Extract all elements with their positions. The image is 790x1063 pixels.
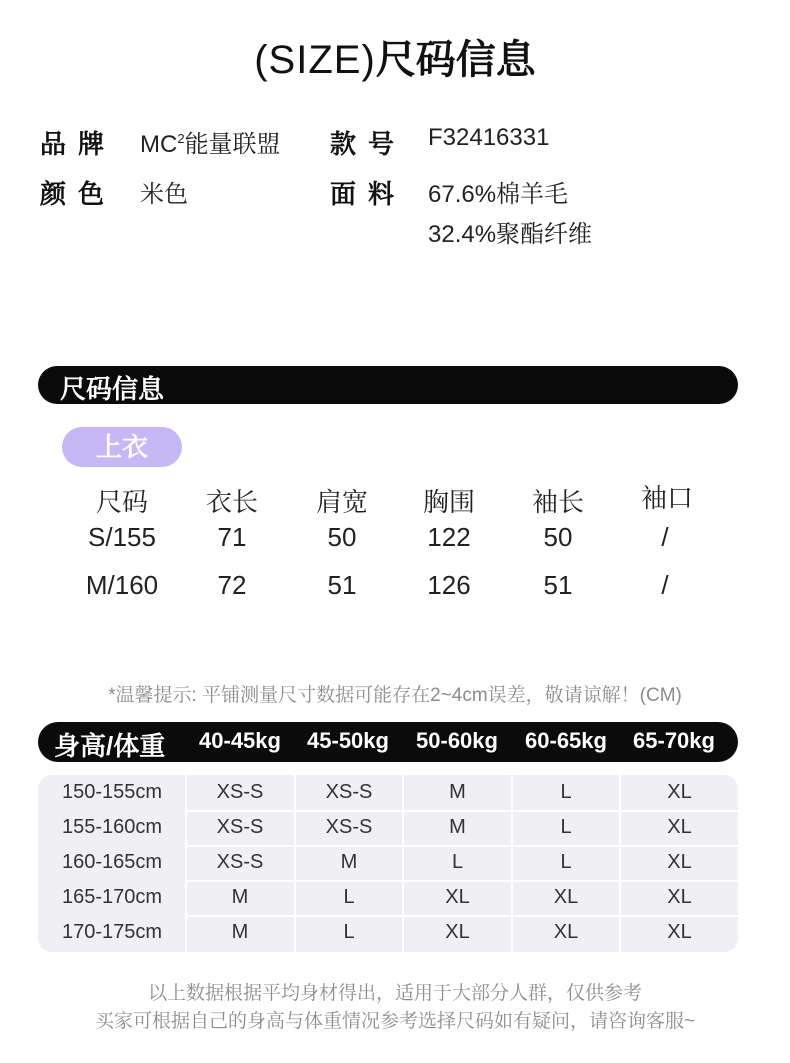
size-cell: M [340,851,358,873]
table-cell: 51 [543,570,573,600]
size-cell: XS-S [216,851,264,873]
table-row [38,880,738,915]
weight-header: 65-70kg [633,728,715,753]
page-title-en: (SIZE) [254,38,376,82]
table-row [38,915,738,950]
table-cell: M/160 [85,570,159,600]
size-cell: XL [667,851,692,873]
brand-value-suffix: 能量联盟 [184,131,281,158]
size-cell: M [231,886,249,908]
table-header: 尺码 [95,487,148,517]
table-header: 袖长 [531,487,584,517]
fabric-line2: 32.4%聚酯纤维 [428,221,593,248]
size-cell: XL [553,886,579,908]
weight-header: 50-60kg [416,728,498,753]
size-cell: XS-S [325,816,373,838]
weight-header: 45-50kg [307,728,389,753]
height-cell: 165-170cm [61,886,163,908]
page-title [0,28,790,85]
size-cell: L [560,816,572,838]
table-cell: 51 [327,570,357,600]
recommend-rows [38,775,738,952]
size-cell: L [451,851,464,873]
table-cell: / [661,570,669,600]
size-cell: XS-S [216,816,264,838]
weight-header: 40-45kg [199,728,281,753]
table-cell: 72 [217,570,247,600]
size-section-title: 尺码信息 [60,374,165,404]
size-cell: L [343,921,355,943]
size-cell: M [449,816,466,838]
table-row [38,810,738,845]
height-cell: 170-175cm [61,921,163,943]
recommend-header-label: 身高/体重 [54,731,166,761]
recommend-header-bar [38,722,738,762]
table-cell: 50 [543,522,573,552]
size-cell: XL [445,921,470,943]
brand-value [140,124,281,159]
fabric-line1: 67.6%棉羊毛 [428,181,569,208]
table-cell: 122 [427,522,471,552]
brand-value-sup: 2 [177,131,185,146]
table-header: 胸围 [422,487,475,517]
size-cell: XL [667,816,692,838]
size-section-bar [38,366,738,404]
fabric-label: 面料 [330,179,407,209]
table-cell: / [661,522,669,552]
color-value: 米色 [140,181,188,208]
style-value: F32416331 [428,124,550,151]
size-cell: L [343,886,355,908]
size-cell: L [560,781,572,803]
size-cell: XL [667,781,692,803]
table-cell: S/155 [88,522,156,552]
style-label: 款号 [330,129,407,159]
table-cell: 71 [217,522,247,552]
table-header: 肩宽 [315,487,368,517]
table-row [38,775,738,810]
size-cell: XL [667,886,692,908]
footer-line-2: 买家可根据自己的身高与体重情况参考选择尺码如有疑问，请咨询客服~ [94,1011,696,1032]
height-cell: 155-160cm [61,816,163,838]
size-cell: XL [553,921,579,943]
size-cell: XL [445,886,470,908]
color-label: 颜色 [40,179,117,209]
size-cell: M [449,781,466,803]
weight-header: 60-65kg [525,728,607,753]
table-cell: 50 [327,522,357,552]
size-cell: L [560,851,572,873]
measurement-tip: *温馨提示: 平铺测量尺寸数据可能存在2~4cm误差，敬请谅解！(CM) [108,685,682,706]
size-cell: XL [667,921,692,943]
brand-value-prefix: MC [140,131,178,158]
brand-label: 品牌 [40,129,117,159]
table-cell: 126 [427,570,471,600]
size-cell: M [231,921,249,943]
table-header: 衣长 [205,487,258,517]
table-row [38,845,738,880]
size-cell: XS-S [216,781,264,803]
tab-top-garment[interactable]: 上衣 [62,427,182,467]
garment-size-table [0,480,790,610]
height-cell: 160-165cm [61,851,163,873]
table-header: 袖口 [640,483,693,513]
height-cell: 150-155cm [61,781,163,803]
size-cell: XS-S [325,781,373,803]
page-title-cn: 尺码信息 [375,38,536,82]
footer-line-1: 以上数据根据平均身材得出，适用于大部分人群，仅供参考 [147,983,642,1004]
